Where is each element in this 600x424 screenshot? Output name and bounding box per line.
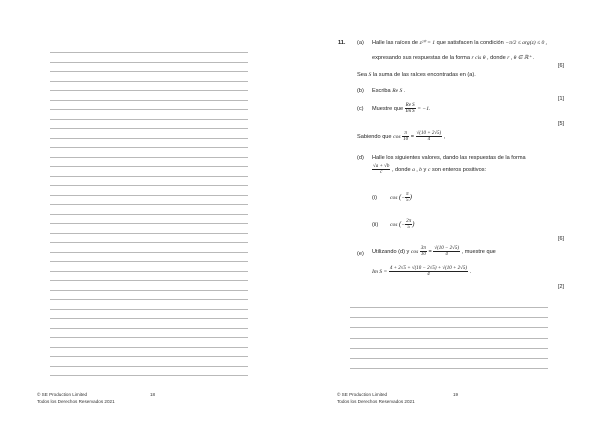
given-angle-num: π	[402, 131, 409, 138]
answer-line	[50, 71, 248, 72]
footer-company-left: © SE Production Limited	[37, 392, 88, 397]
answer-line	[350, 317, 548, 318]
answer-line	[50, 242, 248, 243]
part-a-text1: Halle las raíces de	[372, 40, 419, 46]
given-cos: cos	[393, 134, 401, 140]
answer-line	[50, 318, 248, 319]
part-e-value-den: 4	[445, 252, 448, 258]
part-a-label: (a)	[357, 40, 364, 46]
part-e-end: .	[469, 269, 472, 275]
footer-rights-left: Todos los Derechos Reservados 2021	[37, 399, 115, 404]
part-d-form-num: √a + √b	[373, 163, 390, 169]
given-value-num: √(10 + 2√5)	[416, 130, 442, 136]
given-value-fraction	[416, 131, 443, 143]
part-e-big-den: 4	[427, 272, 430, 278]
answer-line	[50, 52, 248, 53]
part-d-form-fraction	[372, 164, 390, 176]
answer-line	[50, 347, 248, 348]
answer-line	[50, 337, 248, 338]
answer-line	[50, 252, 248, 253]
given-angle-den: 10	[403, 137, 409, 143]
part-a-vars: r , θ ∈ ℝ⁺ .	[507, 55, 535, 61]
footer-rights-right: Todos los Derechos Reservados 2021	[337, 399, 415, 404]
answer-line	[50, 166, 248, 167]
given-value-den: 4	[427, 137, 431, 143]
answer-line	[50, 176, 248, 177]
answer-line	[350, 368, 548, 369]
part-d-marks: [6]	[558, 236, 564, 242]
question-number: 11.	[338, 40, 346, 46]
part-b-label: (b)	[357, 88, 364, 94]
answer-line	[50, 214, 248, 215]
answer-line	[50, 90, 248, 91]
part-d-c: c	[427, 167, 431, 173]
part-d-text3: son enteros positivos:	[431, 167, 487, 173]
answer-line	[50, 309, 248, 310]
part-c-num: Re S	[405, 102, 415, 108]
part-dii-expr: cos (− $\frac{2\pi}{5}$ )	[390, 218, 415, 231]
part-c-fraction	[405, 103, 416, 115]
part-e-label: (e)	[357, 251, 364, 257]
given-angle-fraction	[402, 131, 409, 143]
part-e-value-fraction	[433, 246, 460, 258]
part-e-line2	[372, 264, 471, 280]
given-line	[357, 130, 445, 144]
answer-line	[50, 204, 248, 205]
page-number-left: 18	[150, 392, 156, 397]
answer-line	[50, 138, 248, 139]
part-e-value-num: √(10 − 2√5)	[434, 245, 460, 251]
part-a-line2-text: expresando sus respuestas de la forma	[372, 55, 470, 61]
part-c-label: (c)	[357, 106, 364, 112]
answer-line	[50, 81, 248, 82]
answer-line	[50, 290, 248, 291]
answer-line	[350, 338, 548, 339]
part-c-eq: = −1.	[417, 106, 431, 112]
part-d-vars: a , b	[412, 167, 422, 173]
answer-line	[50, 147, 248, 148]
sea-line	[357, 72, 476, 79]
part-e-big-fraction	[389, 266, 468, 278]
part-di-num: π	[406, 191, 409, 197]
sea-text-post: la suma de las raíces encontradas en (a).	[372, 72, 476, 78]
part-a-line2-donde: , donde	[487, 55, 506, 61]
answer-line	[350, 307, 548, 308]
answer-line	[350, 348, 548, 349]
part-e-angle-num: 3π	[420, 245, 426, 251]
answer-line	[50, 280, 248, 281]
answer-line	[50, 157, 248, 158]
answer-line	[350, 358, 548, 359]
answer-line	[50, 128, 248, 129]
answer-line	[50, 223, 248, 224]
part-dii-num: 2π	[406, 218, 412, 224]
part-c-den: Im S	[405, 109, 415, 115]
part-e-angle-fraction	[420, 246, 427, 258]
part-a-equation: z²⁰ = 1	[419, 40, 436, 46]
part-b-text: Escriba	[372, 88, 391, 94]
part-dii-den: 5	[407, 225, 410, 231]
answer-line	[50, 356, 248, 357]
answer-line	[50, 271, 248, 272]
page-number-right: 19	[453, 392, 459, 397]
answer-line	[350, 327, 548, 328]
part-d-line1: Halle los siguientes valores, dando las respuestas de la forma	[372, 155, 526, 161]
part-d-form-den: c	[380, 170, 383, 176]
part-e-big-num: 4 + 2√5 + √(10 − 2√5) + √(10 + 2√5)	[389, 265, 468, 271]
right-page	[300, 0, 600, 424]
answer-line	[50, 328, 248, 329]
answer-line	[50, 233, 248, 234]
sea-symbol: S	[368, 72, 372, 78]
part-d-y: y	[423, 167, 427, 173]
part-a-line1	[372, 40, 547, 47]
given-end: ,	[443, 134, 446, 140]
answer-line	[50, 119, 248, 120]
answer-line	[50, 366, 248, 367]
answer-line	[50, 100, 248, 101]
part-b-expr: Re S .	[392, 88, 406, 94]
part-di-expr: cos (− $\frac{\pi}{5}$ )	[390, 191, 413, 204]
answer-line	[50, 195, 248, 196]
part-c-marks: [5]	[558, 121, 564, 127]
part-dii-label: (ii)	[372, 222, 379, 228]
sea-text: Sea	[357, 72, 367, 78]
part-e-marks: [2]	[558, 284, 564, 290]
answer-line	[50, 185, 248, 186]
part-c-line	[372, 102, 430, 116]
given-eq: =	[410, 134, 414, 140]
part-e-angle-den: 10	[420, 252, 426, 258]
part-c-text: Muestre que	[372, 106, 404, 112]
part-b-marks: [1]	[558, 96, 564, 102]
part-a-text2: que satisfacen la condición	[436, 40, 504, 46]
part-a-form: r cis θ	[471, 55, 486, 61]
part-di-cos: cos	[390, 195, 398, 201]
part-e-text2: , muestre que	[461, 249, 496, 255]
part-e-text: Utilizando (d) y	[372, 249, 410, 255]
part-a-condition: −π/2 ≤ arg(z) ≤ 0 ,	[505, 40, 548, 46]
answer-line	[50, 375, 248, 376]
part-e-eq: =	[428, 249, 432, 255]
part-e-cos: cos	[410, 249, 419, 255]
part-e-line1	[372, 245, 496, 259]
given-text: Sabiendo que	[357, 134, 392, 140]
answer-line	[50, 261, 248, 262]
part-di-den: 5	[406, 198, 409, 204]
part-dii-cos: cos	[390, 222, 398, 228]
part-a-marks: [6]	[558, 63, 564, 69]
part-d-line2	[372, 163, 486, 177]
part-d-label: (d)	[357, 155, 364, 161]
part-e-lhs: Im S =	[372, 269, 388, 275]
footer-company-right: © SE Production Limited	[337, 392, 388, 397]
answer-line	[50, 109, 248, 110]
part-a-line2	[372, 55, 534, 62]
answer-line	[50, 299, 248, 300]
part-b-line	[372, 88, 405, 95]
part-d-donde: , donde	[391, 167, 411, 173]
part-di-label: (i)	[372, 195, 377, 201]
answer-line	[50, 62, 248, 63]
